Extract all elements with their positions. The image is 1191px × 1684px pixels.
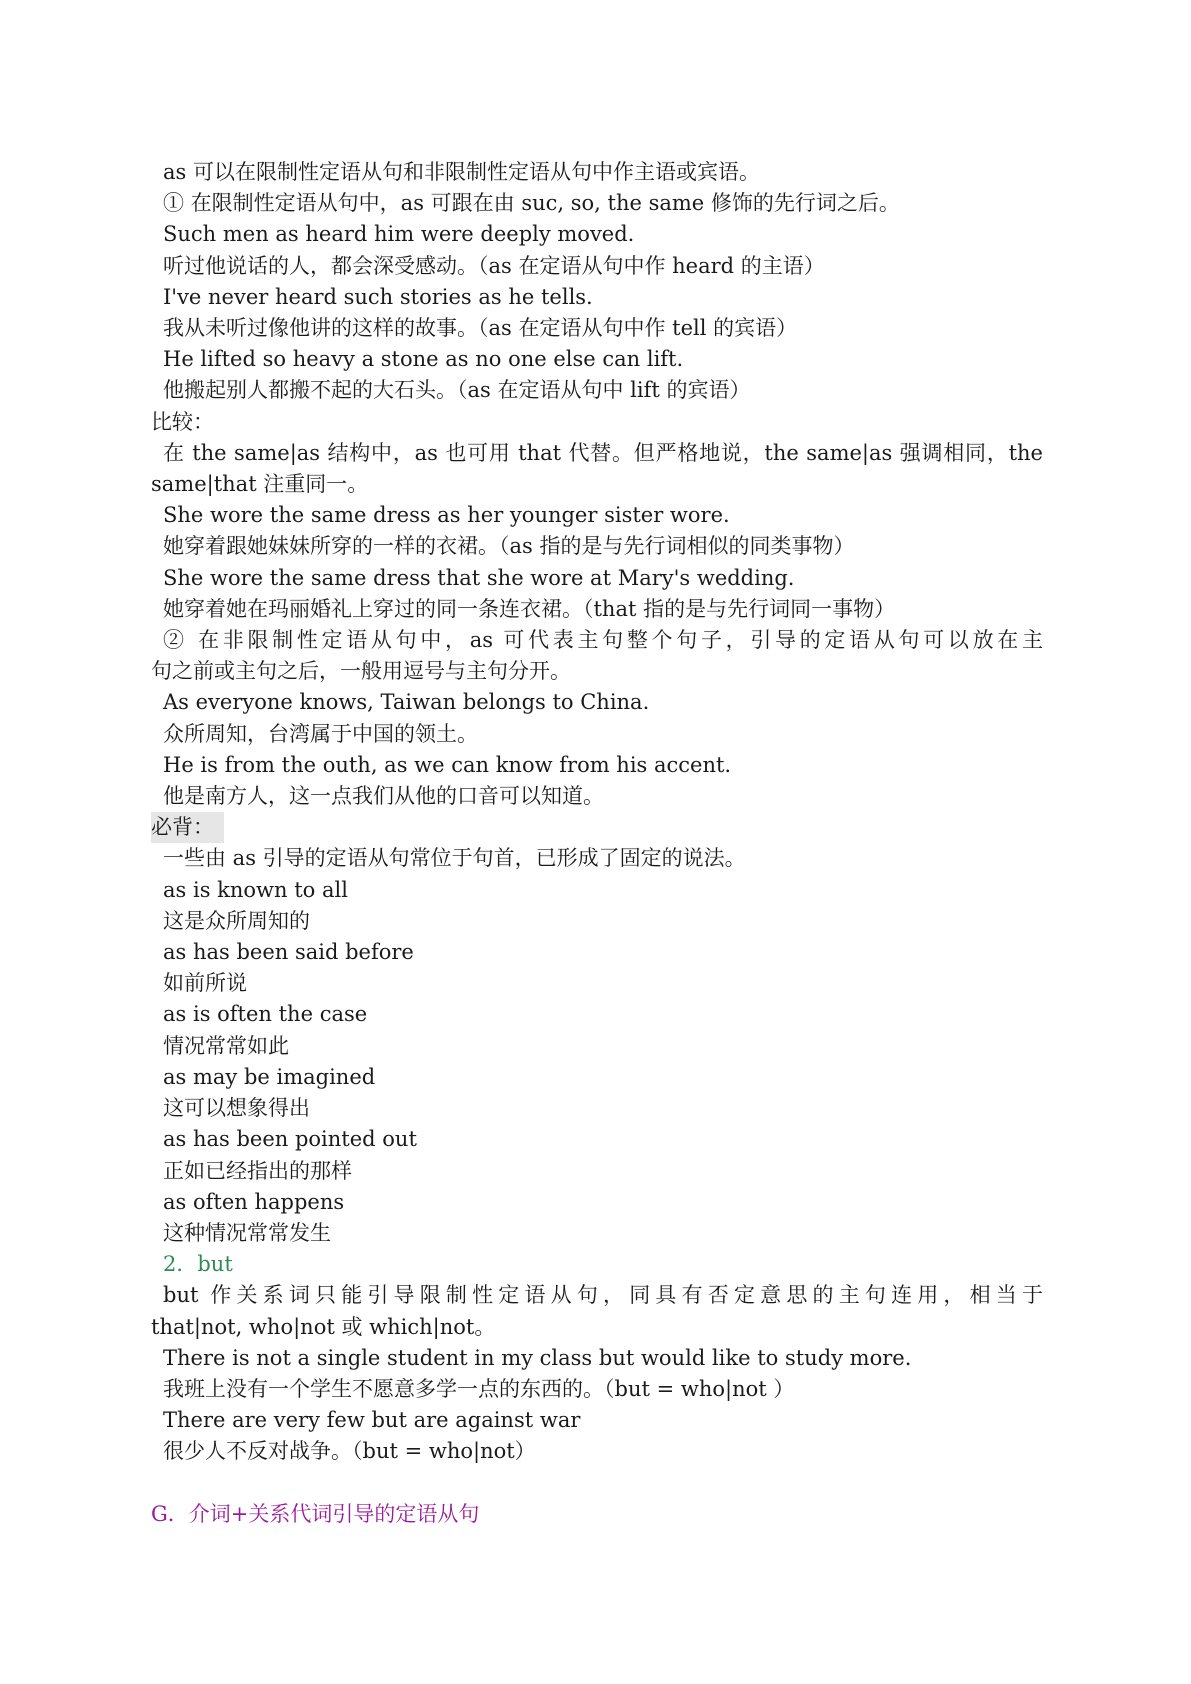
example-en: She wore the same dress as her younger sister wore. — [163, 503, 730, 528]
phrase-en: as has been pointed out — [163, 1127, 417, 1152]
example-en: There is not a single student in my class but would like to study more. — [163, 1345, 912, 1370]
but-desc-line-2: that|not, who|not 或 which|not。 — [151, 1314, 496, 1339]
compare-label: 比较： — [151, 409, 214, 434]
memorize-intro: 一些由 as 引导的定语从句常位于句首，已形成了固定的说法。 — [163, 846, 746, 871]
phrase-zh: 如前所说 — [163, 971, 247, 996]
example-en: I've never heard such stories as he tells. — [163, 284, 593, 309]
phrase-zh: 正如已经指出的那样 — [163, 1158, 352, 1183]
phrase-zh: 这可以想象得出 — [163, 1096, 310, 1121]
compare-text-line-2: same|that 注重同一。 — [151, 472, 369, 497]
phrase-en: as is known to all — [163, 877, 348, 902]
memorize-label: 必背： — [151, 812, 224, 843]
example-zh: 她穿着她在玛丽婚礼上穿过的同一条连衣裙。（that 指的是与先行词同一事物） — [163, 596, 896, 621]
phrase-zh: 这种情况常常发生 — [163, 1220, 331, 1245]
example-zh: 他是南方人，这一点我们从他的口音可以知道。 — [163, 784, 604, 809]
example-en: As everyone knows, Taiwan belongs to China. — [163, 690, 650, 715]
example-en: There are very few but are against war — [163, 1408, 581, 1433]
document-body — [151, 157, 1043, 1530]
as-intro: as 可以在限制性定语从句和非限制性定语从句中作主语或宾语。 — [163, 160, 760, 184]
phrase-en: as has been said before — [163, 940, 414, 965]
example-en: He is from the outh, as we can know from his accent. — [163, 752, 732, 777]
example-en: She wore the same dress that she wore at Mary's wedding. — [163, 565, 795, 590]
example-zh: 她穿着跟她妹妹所穿的一样的衣裙。（as 指的是与先行词相似的同类事物） — [163, 534, 855, 559]
example-zh: 他搬起别人都搬不起的大石头。（as 在定语从句中 lift 的宾语） — [163, 378, 751, 403]
section-g-heading: G．介词+关系代词引导的定语从句 — [151, 1501, 480, 1526]
example-en: Such men as heard him were deeply moved. — [163, 222, 635, 247]
example-en: He lifted so heavy a stone as no one else can lift. — [163, 347, 684, 372]
but-desc-line-1: but 作关系词只能引导限制性定语从句，同具有否定意思的主句连用，相当于 — [163, 1283, 1043, 1308]
example-zh: 我从未听过像他讲的这样的故事。（as 在定语从句中作 tell 的宾语） — [163, 316, 798, 341]
memorize-label-row — [151, 812, 1043, 843]
as-point-2-line-1: ② 在非限制性定语从句中，as 可代表主句整个句子，引导的定语从句可以放在主 — [163, 628, 1043, 653]
phrase-zh: 情况常常如此 — [163, 1033, 289, 1058]
section-spacer — [163, 1468, 1043, 1499]
phrase-en: as is often the case — [163, 1002, 368, 1027]
phrase-en: as often happens — [163, 1189, 345, 1214]
example-zh: 很少人不反对战争。（but = who|not） — [163, 1439, 536, 1464]
compare-text-line-1: 在 the same|as 结构中，as 也可用 that 代替。但严格地说，the same|as 强调相同，the — [163, 440, 1043, 465]
phrase-en: as may be imagined — [163, 1064, 376, 1089]
as-point-1: ① 在限制性定语从句中，as 可跟在由 suc, so, the same 修饰的先行词之后。 — [163, 191, 900, 216]
example-zh: 我班上没有一个学生不愿意多学一点的东西的。（but = who|not ） — [163, 1376, 795, 1401]
example-zh: 众所周知，台湾属于中国的领土。 — [163, 721, 478, 746]
phrase-zh: 这是众所周知的 — [163, 908, 310, 933]
but-heading: 2．but — [163, 1252, 233, 1277]
example-zh: 听过他说话的人，都会深受感动。（as 在定语从句中作 heard 的主语） — [163, 253, 825, 278]
as-point-2-line-2: 句之前或主句之后，一般用逗号与主句分开。 — [151, 659, 571, 684]
